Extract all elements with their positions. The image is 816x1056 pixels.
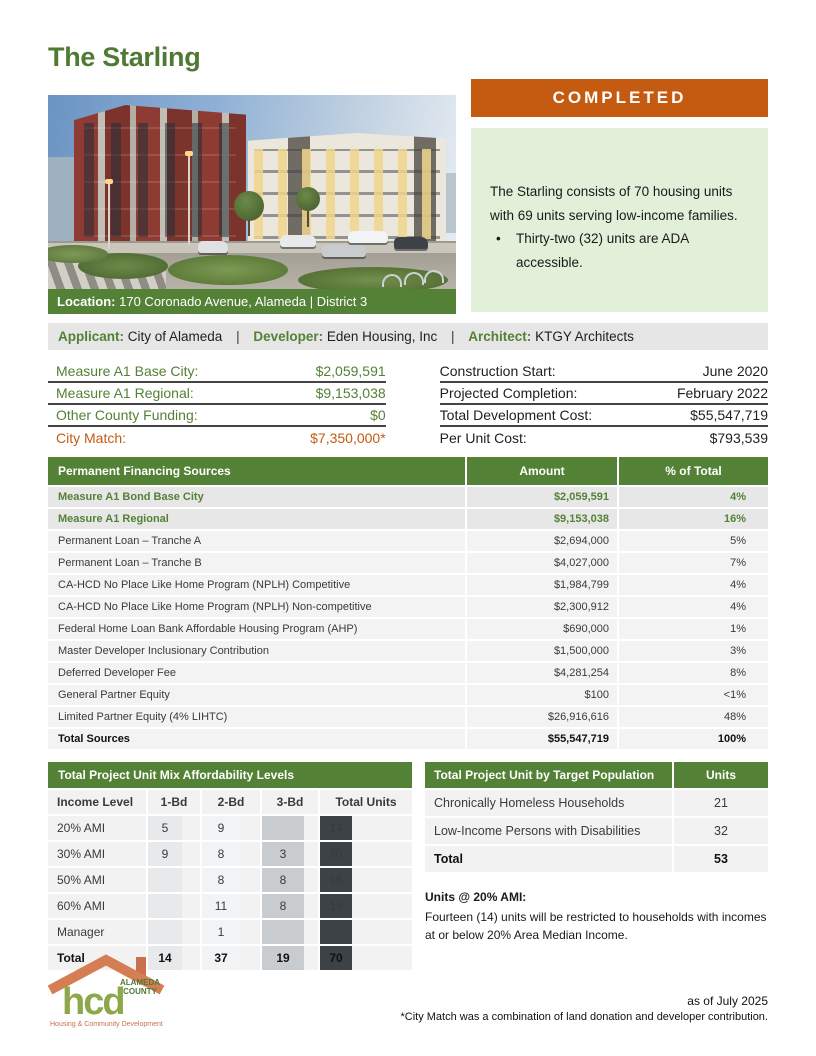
separator: | (236, 329, 240, 344)
financing-total-row (48, 727, 768, 749)
target-population-column (425, 762, 768, 945)
applicant-value: City of Alameda (127, 329, 223, 344)
summary-row-label: Construction Start: (439, 363, 556, 379)
logo-tagline: Housing & Community Development (50, 1021, 163, 1028)
car (280, 235, 316, 247)
financing-row (48, 683, 768, 705)
bike-rack (424, 270, 444, 283)
status-column (471, 79, 768, 314)
financing-source: CA-HCD No Place Like Home Program (NPLH) Competitive (58, 579, 351, 591)
photo-column (48, 95, 456, 314)
financing-total-amount: $55,547,719 (465, 729, 617, 749)
financing-amount: $690,000 (465, 619, 617, 639)
unit-mix-total-cell: Total (57, 951, 85, 965)
unit-mix-row (48, 814, 412, 840)
financing-source: CA-HCD No Place Like Home Program (NPLH) Non-competitive (58, 601, 372, 613)
top-section (48, 79, 768, 314)
development-summary (440, 361, 768, 449)
summary-row-value: $793,539 (709, 430, 768, 446)
unit-mix-total-cell: 37 (200, 946, 240, 970)
summary-row-label: Per Unit Cost: (439, 430, 527, 446)
units-header: Units (672, 762, 768, 788)
unit-mix-cell: 19 (318, 894, 352, 918)
financing-pct: 48% (617, 707, 768, 727)
unit-mix-cell: 14 (318, 816, 352, 840)
summary-row-value: June 2020 (702, 363, 768, 379)
summary-row (440, 361, 768, 383)
financing-amount: $100 (465, 685, 617, 705)
bullet-marker: • (496, 231, 501, 247)
target-population-header-row (425, 762, 768, 788)
financing-pct: 5% (617, 531, 768, 551)
lamppost (188, 155, 190, 245)
shrub (168, 255, 288, 285)
unit-mix-cell: 50% AMI (57, 873, 106, 887)
unit-mix-total-cell: 19 (260, 946, 304, 970)
target-population-title: Total Project Unit by Target Population (434, 768, 655, 782)
unit-mix-cell: 8 (260, 894, 304, 918)
unit-mix-header: 1-Bd (146, 790, 200, 814)
as-of-date: as of July 2025 (687, 994, 768, 1008)
unit-mix-cell: 11 (200, 894, 240, 918)
page-title: The Starling (48, 42, 201, 72)
financing-source: General Partner Equity (58, 689, 170, 701)
unit-mix-header: Total Units (318, 790, 412, 814)
unit-mix-total-cell: 14 (146, 946, 182, 970)
summary-row-label: Other County Funding: (56, 407, 198, 423)
financing-amount: $9,153,038 (465, 509, 617, 529)
bike-rack (404, 272, 424, 285)
unit-mix-cell: 20% AMI (57, 821, 106, 835)
financing-pct: 3% (617, 641, 768, 661)
car (348, 231, 388, 243)
applicant-label: Applicant: (58, 329, 124, 344)
red-building (74, 105, 246, 243)
financing-total-label: Total Sources (58, 733, 130, 745)
summary-row-value: $0 (370, 407, 386, 423)
architect-value: KTGY Architects (535, 329, 634, 344)
unit-mix-header: 2-Bd (200, 790, 260, 814)
status-banner-label: COMPLETED (552, 88, 687, 107)
financing-source: Master Developer Inclusionary Contribution (58, 645, 269, 657)
summary-row-value: $9,153,038 (315, 385, 386, 401)
financing-source: Deferred Developer Fee (58, 667, 177, 679)
financing-row (48, 705, 768, 727)
car (322, 245, 366, 257)
financing-table (48, 457, 768, 749)
financing-pct: 4% (617, 597, 768, 617)
financing-amount: $1,500,000 (465, 641, 617, 661)
ami-note-body: Fourteen (14) units will be restricted to households with incomes at or below 20% Area Median Income. (425, 909, 767, 943)
fact-sheet-page (48, 0, 768, 970)
developer-value: Eden Housing, Inc (326, 329, 438, 344)
summary-row (440, 383, 768, 405)
target-population-table (425, 762, 768, 872)
unit-mix-cell (260, 816, 304, 840)
financing-pct: 7% (617, 553, 768, 573)
summary-row-label: City Match: (56, 430, 127, 446)
financing-amount: $2,694,000 (465, 531, 617, 551)
summary-row-label: Measure A1 Regional: (56, 385, 194, 401)
financing-row (48, 573, 768, 595)
funding-development-summary (48, 361, 768, 449)
financing-row (48, 551, 768, 573)
bottom-section (48, 762, 768, 970)
ami-note (425, 888, 768, 945)
financing-table-header (48, 457, 768, 485)
ami-note-title: Units @ 20% AMI: (425, 890, 527, 904)
summary-row (48, 427, 386, 449)
unit-mix-cell: 20 (318, 842, 352, 866)
summary-row-value: $55,547,719 (690, 407, 768, 423)
city-match-footnote: *City Match was a combination of land donation and developer contribution. (400, 1011, 768, 1023)
summary-row-value: $2,059,591 (315, 363, 386, 379)
financing-amount: $2,300,912 (465, 597, 617, 617)
financing-row (48, 639, 768, 661)
summary-row (440, 405, 768, 427)
financing-source: Permanent Loan – Tranche B (58, 557, 202, 569)
summary-row-label: Total Development Cost: (439, 407, 593, 423)
alameda-county-hcd-logo (44, 952, 224, 1032)
unit-mix-cell: 1 (200, 920, 240, 944)
financing-header-amount: Amount (465, 457, 617, 485)
target-population-row (425, 816, 768, 844)
unit-mix-total-cell: 70 (318, 946, 352, 970)
unit-mix-cell (318, 920, 352, 944)
unit-mix-cell: 9 (146, 842, 182, 866)
financing-source: Permanent Loan – Tranche A (58, 535, 202, 547)
logo-acronym: hcd (62, 981, 124, 1023)
unit-mix-row (48, 918, 412, 944)
financing-rows (48, 485, 768, 727)
financing-header-sources: Permanent Financing Sources (58, 464, 231, 478)
location-label: Location: (57, 294, 116, 309)
status-banner (471, 79, 768, 117)
financing-row (48, 485, 768, 507)
financing-amount: $2,059,591 (465, 487, 617, 507)
tree (296, 187, 320, 211)
unit-mix-row (48, 840, 412, 866)
target-population-total-row (425, 844, 768, 872)
financing-pct: 8% (617, 663, 768, 683)
unit-mix-rows (48, 814, 412, 944)
financing-total-pct: 100% (617, 729, 768, 749)
financing-row (48, 595, 768, 617)
unit-mix-cell: 8 (200, 842, 240, 866)
unit-mix-cell: 9 (200, 816, 240, 840)
target-population-units: 21 (672, 790, 768, 816)
summary-row-value: $7,350,000* (310, 430, 386, 446)
summary-row (48, 405, 386, 427)
location-bar (48, 289, 456, 314)
summary-row-label: Projected Completion: (439, 385, 578, 401)
financing-row (48, 661, 768, 683)
summary-row (48, 383, 386, 405)
financing-source: Measure A1 Regional (58, 513, 169, 525)
funding-summary (48, 361, 386, 449)
financing-amount: $26,916,616 (465, 707, 617, 727)
summary-box (471, 128, 768, 312)
logo-county-line1: ALAMEDA (120, 978, 160, 987)
financing-pct: 4% (617, 487, 768, 507)
unit-mix-cell: 3 (260, 842, 304, 866)
developer-label: Developer: (253, 329, 324, 344)
financing-row (48, 507, 768, 529)
unit-mix-cell: 16 (318, 868, 352, 892)
building-photo (48, 95, 456, 289)
unit-mix-row (48, 866, 412, 892)
unit-mix-header-row (48, 788, 412, 814)
unit-mix-cell: 5 (146, 816, 182, 840)
lamppost (108, 183, 110, 249)
project-team-bar (48, 323, 768, 350)
target-population-row (425, 788, 768, 816)
tree (234, 191, 264, 221)
unit-mix-cell: Manager (57, 925, 105, 939)
logo-county-line2: COUNTY (123, 987, 157, 996)
financing-amount: $1,984,799 (465, 575, 617, 595)
unit-mix-cell (146, 868, 182, 892)
financing-pct: 4% (617, 575, 768, 595)
unit-mix-cell: 60% AMI (57, 899, 106, 913)
financing-header-pct: % of Total (617, 457, 768, 485)
car (198, 241, 228, 253)
financing-row (48, 529, 768, 551)
unit-mix-cell: 30% AMI (57, 847, 106, 861)
financing-source: Measure A1 Bond Base City (58, 491, 204, 503)
summary-row (48, 361, 386, 383)
target-population-rows (425, 788, 768, 844)
unit-mix-header: 3-Bd (260, 790, 318, 814)
summary-bullet-text: Thirty-two (32) units are ADA accessible. (516, 231, 689, 270)
financing-source: Limited Partner Equity (4% LIHTC) (58, 711, 228, 723)
white-building (248, 133, 446, 243)
target-population-units: 32 (672, 818, 768, 844)
unit-mix-header: Income Level (57, 795, 134, 809)
car (394, 237, 428, 249)
target-population-total-units: 53 (672, 846, 768, 872)
financing-pct: <1% (617, 685, 768, 705)
unit-mix-cell (146, 920, 182, 944)
target-population-label: Low-Income Persons with Disabilities (434, 824, 641, 838)
target-population-total-label: Total (434, 852, 463, 866)
summary-text: The Starling consists of 70 housing units with 69 units serving low-income families. (490, 184, 738, 223)
target-population-label: Chronically Homeless Households (434, 796, 625, 810)
window-grid (254, 149, 440, 239)
summary-row (440, 427, 768, 449)
unit-mix-cell: 8 (260, 868, 304, 892)
financing-pct: 1% (617, 619, 768, 639)
architect-label: Architect: (468, 329, 532, 344)
unit-mix-cell (260, 920, 304, 944)
location-value: 170 Coronado Avenue, Alameda | District 3 (119, 294, 368, 309)
summary-row-value: February 2022 (676, 385, 768, 401)
unit-mix-row (48, 892, 412, 918)
summary-row-label: Measure A1 Base City: (56, 363, 199, 379)
separator: | (451, 329, 455, 344)
financing-amount: $4,027,000 (465, 553, 617, 573)
hcd-house-icon (44, 952, 224, 1032)
footer (400, 994, 768, 1023)
bike-rack (382, 274, 402, 287)
financing-source: Federal Home Loan Bank Affordable Housing Program (AHP) (58, 623, 358, 635)
financing-row (48, 617, 768, 639)
unit-mix-title: Total Project Unit Mix Affordability Levels (48, 762, 412, 788)
financing-pct: 16% (617, 509, 768, 529)
summary-bullet (490, 227, 749, 274)
unit-mix-table (48, 762, 412, 970)
unit-mix-cell: 8 (200, 868, 240, 892)
unit-mix-cell (146, 894, 182, 918)
financing-amount: $4,281,254 (465, 663, 617, 683)
